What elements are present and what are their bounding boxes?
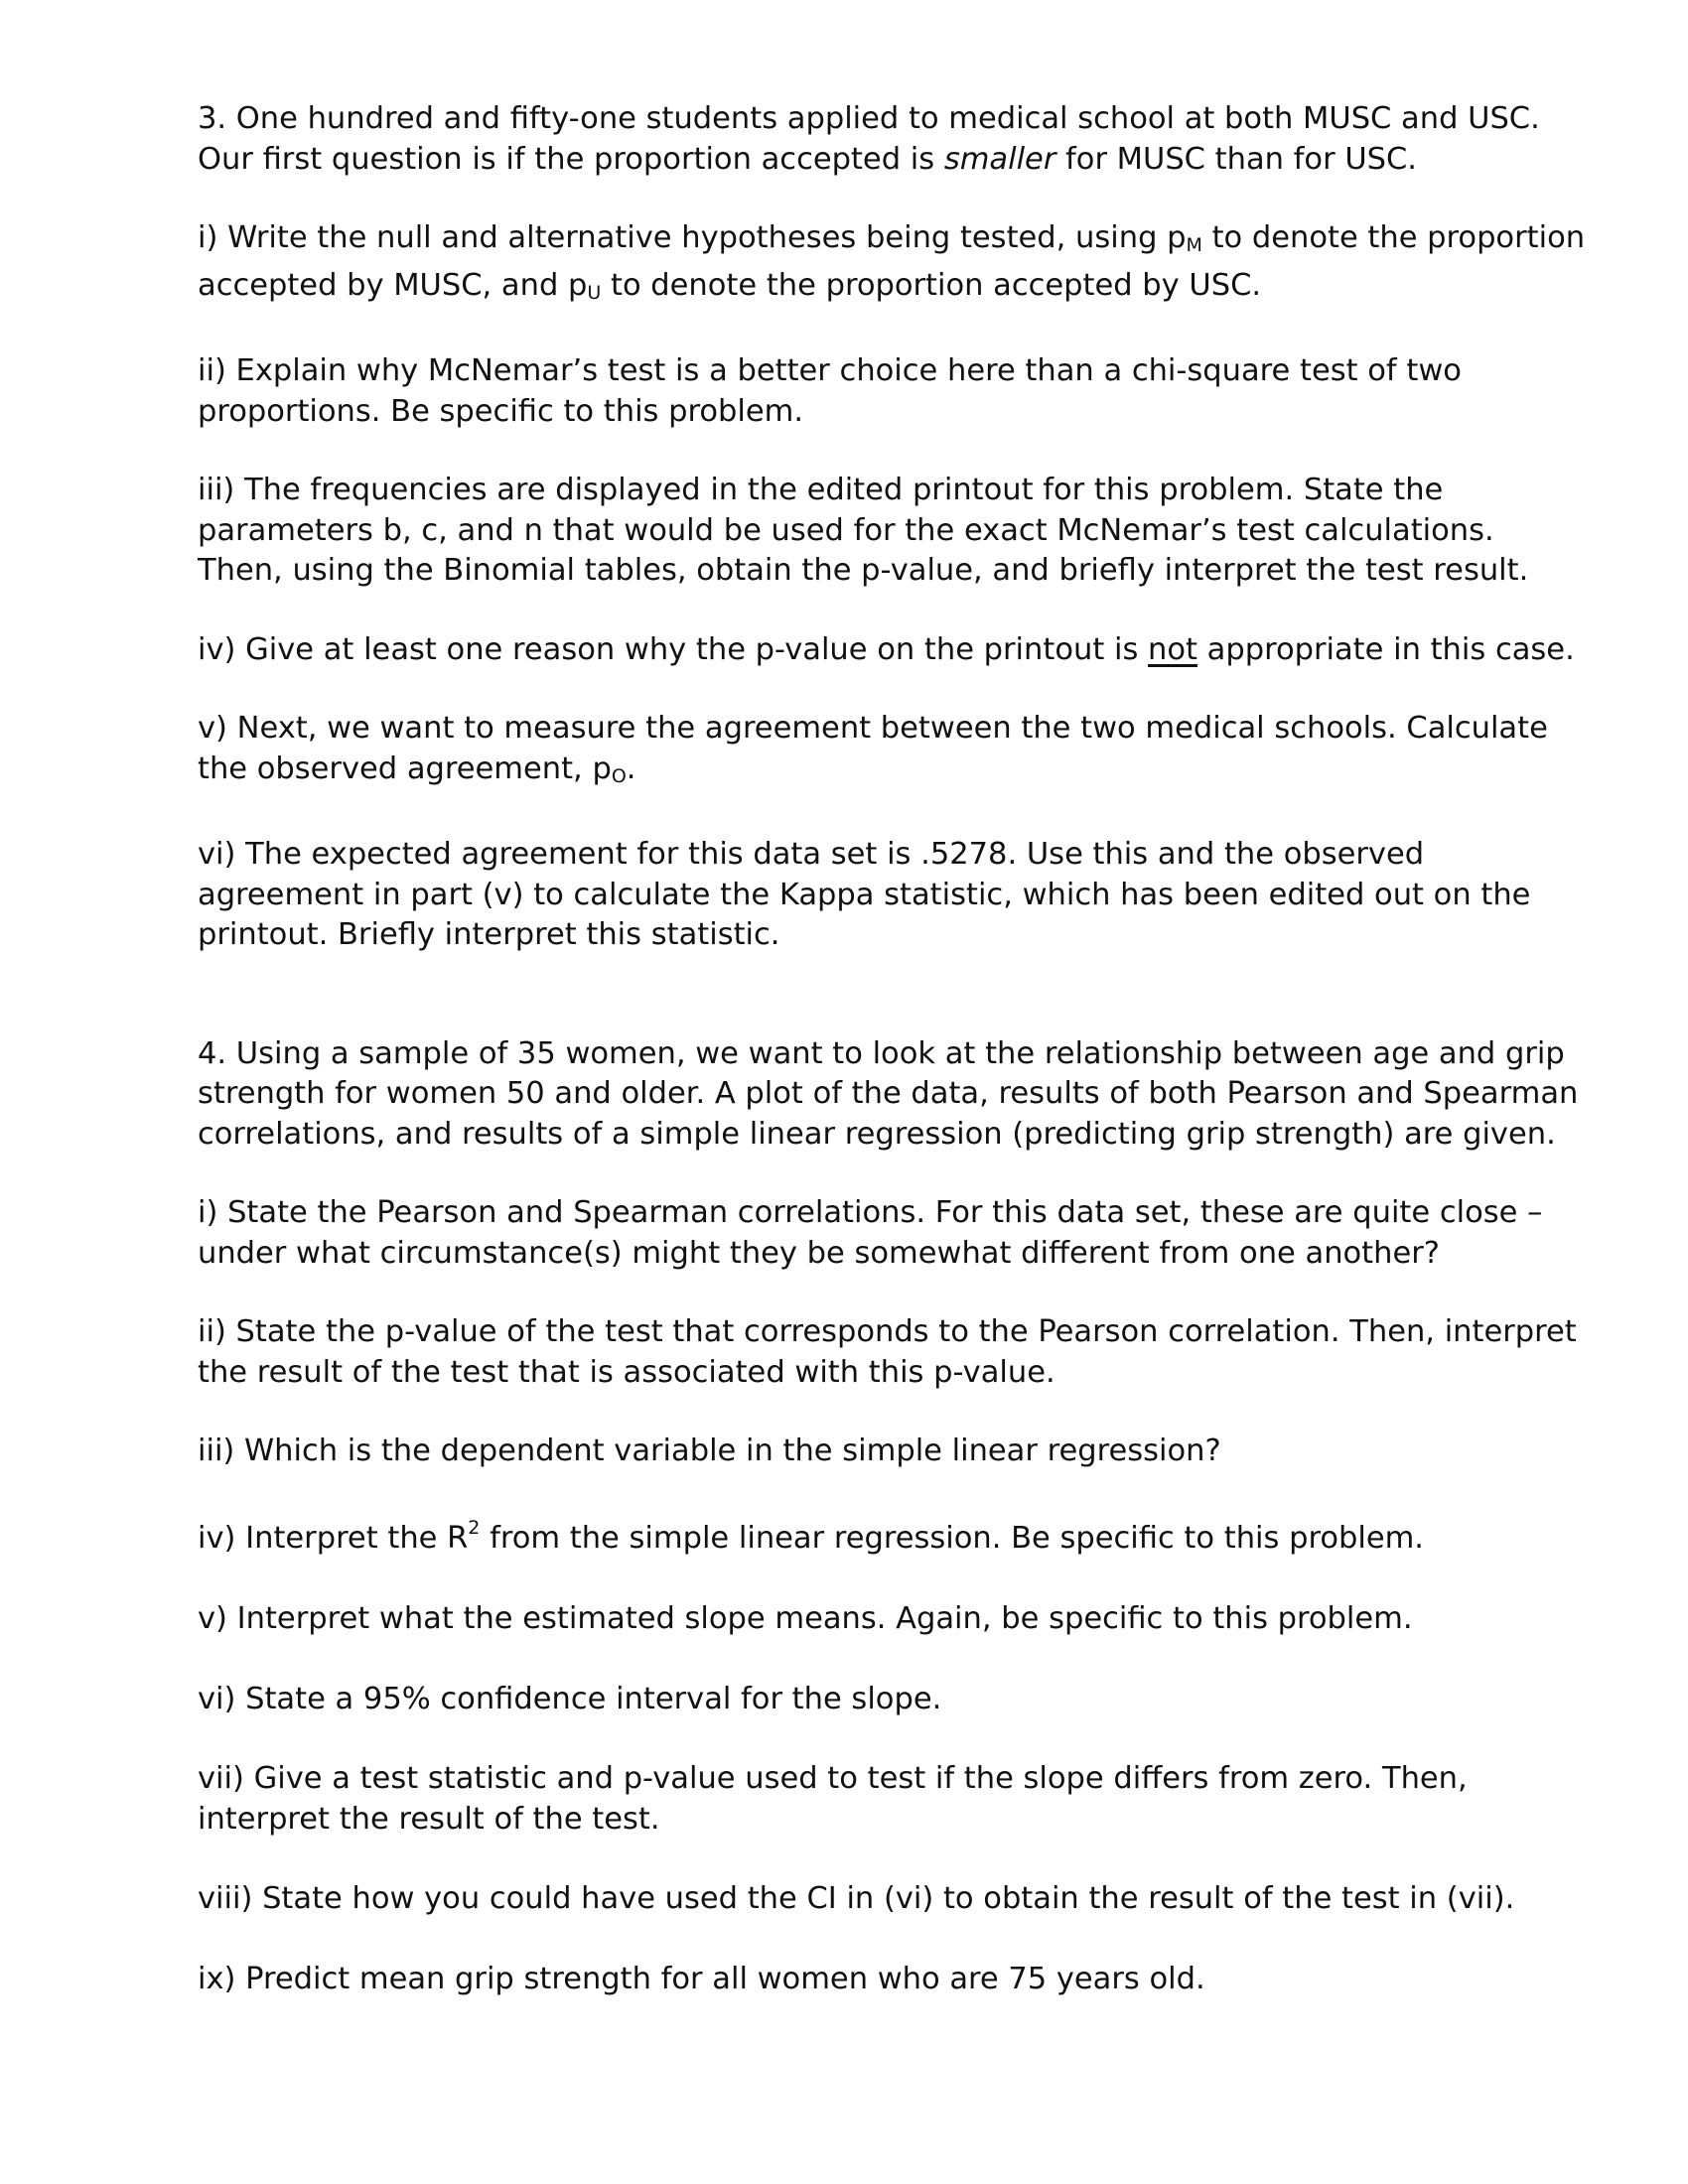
q3-i-text-a: i) Write the null and alternative hypotheses being tested, using p (198, 220, 1187, 255)
q4-part-iii: iii) Which is the dependent variable in the simple linear regression? (198, 1433, 1221, 1468)
q3-part-iii: iii) The frequencies are displayed in the edited printout for this problem. State the parameters b, c, and n that would be used for the exact McNemar’s test calculations. Then, using the Binomial tables, obtain the p-value, and briefly interpret the test result. (198, 473, 1529, 588)
q3-part-ii: ii) Explain why McNemar’s test is a better choice here than a chi-square test of two proportions. Be specific to this problem. (198, 353, 1462, 429)
q3-i-text-c: to denote the proportion accepted by USC. (601, 267, 1262, 303)
q4-iv-text-b: from the simple linear regression. Be specific to this problem. (480, 1520, 1424, 1556)
q4-part-vii: vii) Give a test statistic and p-value used to test if the slope differs from zero. Then, interpret the result of the test. (198, 1761, 1468, 1837)
q3-intro-text-a: 3. One hundred and fifty-one students applied to medical school at both MUSC and USC. Our first question is if the proportion accepted is (198, 101, 1540, 177)
q3-intro-emphasis: smaller (943, 141, 1056, 177)
q3-i-subscript-m: M (1186, 234, 1202, 256)
document-page (198, 99, 1588, 1999)
q4-intro: 4. Using a sample of 35 women, we want to look at the relationship between age and grip strength for women 50 and older. A plot of the data, results of both Pearson and Spearman correlations, and results of a simple linear regression (predicting grip strength) are given. (198, 1035, 1579, 1152)
q4-part-ii: ii) State the p-value of the test that corresponds to the Pearson correlation. Then, interpret the result of the test that is associated with this p-value. (198, 1314, 1577, 1390)
q3-iv-text-a: iv) Give at least one reason why the p-value on the printout is (198, 631, 1149, 667)
q3-v-text-b: . (626, 751, 636, 786)
q4-part-viii: viii) State how you could have used the CI in (vi) to obtain the result of the test in (vii). (198, 1881, 1515, 1916)
q3-part-iv (198, 630, 1588, 671)
q3-i-text-b: to denote the proportion accepted by MUSC, and p (198, 220, 1586, 303)
q3-intro-text-b: for MUSC than for USC. (1055, 141, 1417, 177)
q3-part-i (198, 218, 1588, 313)
q3-iv-text-b: appropriate in this case. (1196, 631, 1575, 667)
q3-part-vi: vi) The expected agreement for this data set is .5278. Use this and the observed agreement in part (v) to calculate the Kappa statistic, which has been edited out on the printout. Briefly interpret this statistic. (198, 837, 1531, 952)
q3-v-subscript-o: O (611, 764, 627, 787)
q3-intro (198, 99, 1588, 180)
q4-iv-text-a: iv) Interpret the R (198, 1520, 469, 1556)
q4-part-v: v) Interpret what the estimated slope means. Again, be specific to this problem. (198, 1601, 1413, 1636)
q3-v-text-a: v) Next, we want to measure the agreement between the two medical schools. Calculate the observed agreement, p (198, 711, 1548, 786)
q3-part-v (198, 709, 1588, 796)
q4-part-vi: vi) State a 95% confidence interval for the slope. (198, 1681, 942, 1716)
q4-iv-superscript: 2 (468, 1516, 481, 1539)
q4-part-ix: ix) Predict mean grip strength for all women who are 75 years old. (198, 1961, 1205, 1996)
q3-i-subscript-u: U (587, 281, 602, 304)
q4-part-iv (198, 1516, 1588, 1560)
q3-iv-underlined: not (1148, 631, 1197, 667)
q4-part-i: i) State the Pearson and Spearman correlations. For this data set, these are quite close – under what circumstance(s) might they be somewhat different from one another? (198, 1195, 1543, 1271)
